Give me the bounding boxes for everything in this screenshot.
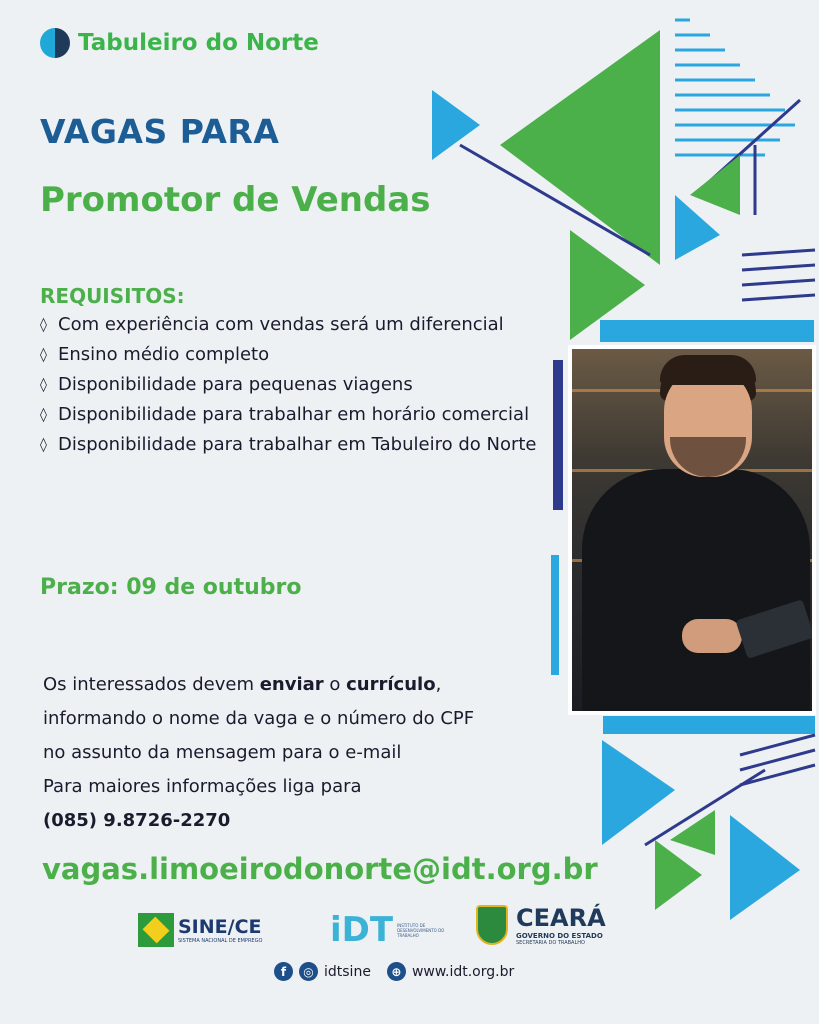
diamond-bullet-icon: ◊: [40, 317, 47, 333]
brand-header: [40, 28, 319, 58]
list-item: ◊ Disponibilidade para trabalhar em horário comercial: [40, 400, 560, 430]
accent-bar-side-2: [551, 555, 559, 675]
job-title: Promotor de Vendas: [40, 180, 431, 220]
requirements-heading: REQUISITOS:: [40, 284, 185, 308]
list-item: ◊ Com experiência com vendas será um diferencial: [40, 310, 560, 340]
ceara-shield-icon: [476, 905, 508, 945]
instagram-icon[interactable]: ◎: [299, 962, 318, 981]
globe-icon: ⊕: [387, 962, 406, 981]
requirements-list: [40, 310, 560, 460]
sine-logo: SINE/CE SISTEMA NACIONAL DE EMPREGO: [138, 913, 262, 947]
social-links: [274, 962, 514, 981]
application-info: Os interessados devem enviar o currículo, informando o nome da vaga e o número do CPF no assunto da mensagem para o e-mail Para maiores informações liga para (085) 9.8726-2270: [43, 668, 563, 838]
promoter-photo: [568, 345, 816, 715]
website-link[interactable]: www.idt.org.br: [411, 963, 515, 980]
list-item: ◊ Ensino médio completo: [40, 340, 560, 370]
brand-logo-icon: [40, 28, 70, 58]
social-handle[interactable]: idtsine: [324, 963, 371, 980]
facebook-icon[interactable]: f: [274, 962, 293, 981]
brazil-flag-icon: [138, 913, 174, 947]
contact-phone: (085) 9.8726-2270: [43, 810, 231, 831]
diamond-bullet-icon: ◊: [40, 407, 47, 423]
ceara-logo: CEARÁ GOVERNO DO ESTADO SECRETARIA DO TRABALHO: [476, 904, 606, 946]
idt-logo: iDT INSTITUTO DE DESENVOLVIMENTO DO TRABALHO: [330, 910, 445, 950]
decorative-shapes-bottom: [590, 730, 819, 925]
diamond-bullet-icon: ◊: [40, 377, 47, 393]
decorative-shapes-top: [420, 15, 819, 345]
diamond-bullet-icon: ◊: [40, 347, 47, 363]
brand-name: Tabuleiro do Norte: [78, 30, 319, 56]
accent-bar-top: [600, 320, 814, 342]
list-item: ◊ Disponibilidade para trabalhar em Tabuleiro do Norte: [40, 430, 560, 460]
list-item: ◊ Disponibilidade para pequenas viagens: [40, 370, 560, 400]
diamond-bullet-icon: ◊: [40, 437, 47, 453]
headline-line1: VAGAS PARA: [40, 112, 280, 151]
contact-email: vagas.limoeirodonorte@idt.org.br: [42, 852, 598, 886]
deadline: Prazo: 09 de outubro: [40, 575, 302, 600]
partner-logos: [0, 898, 819, 958]
